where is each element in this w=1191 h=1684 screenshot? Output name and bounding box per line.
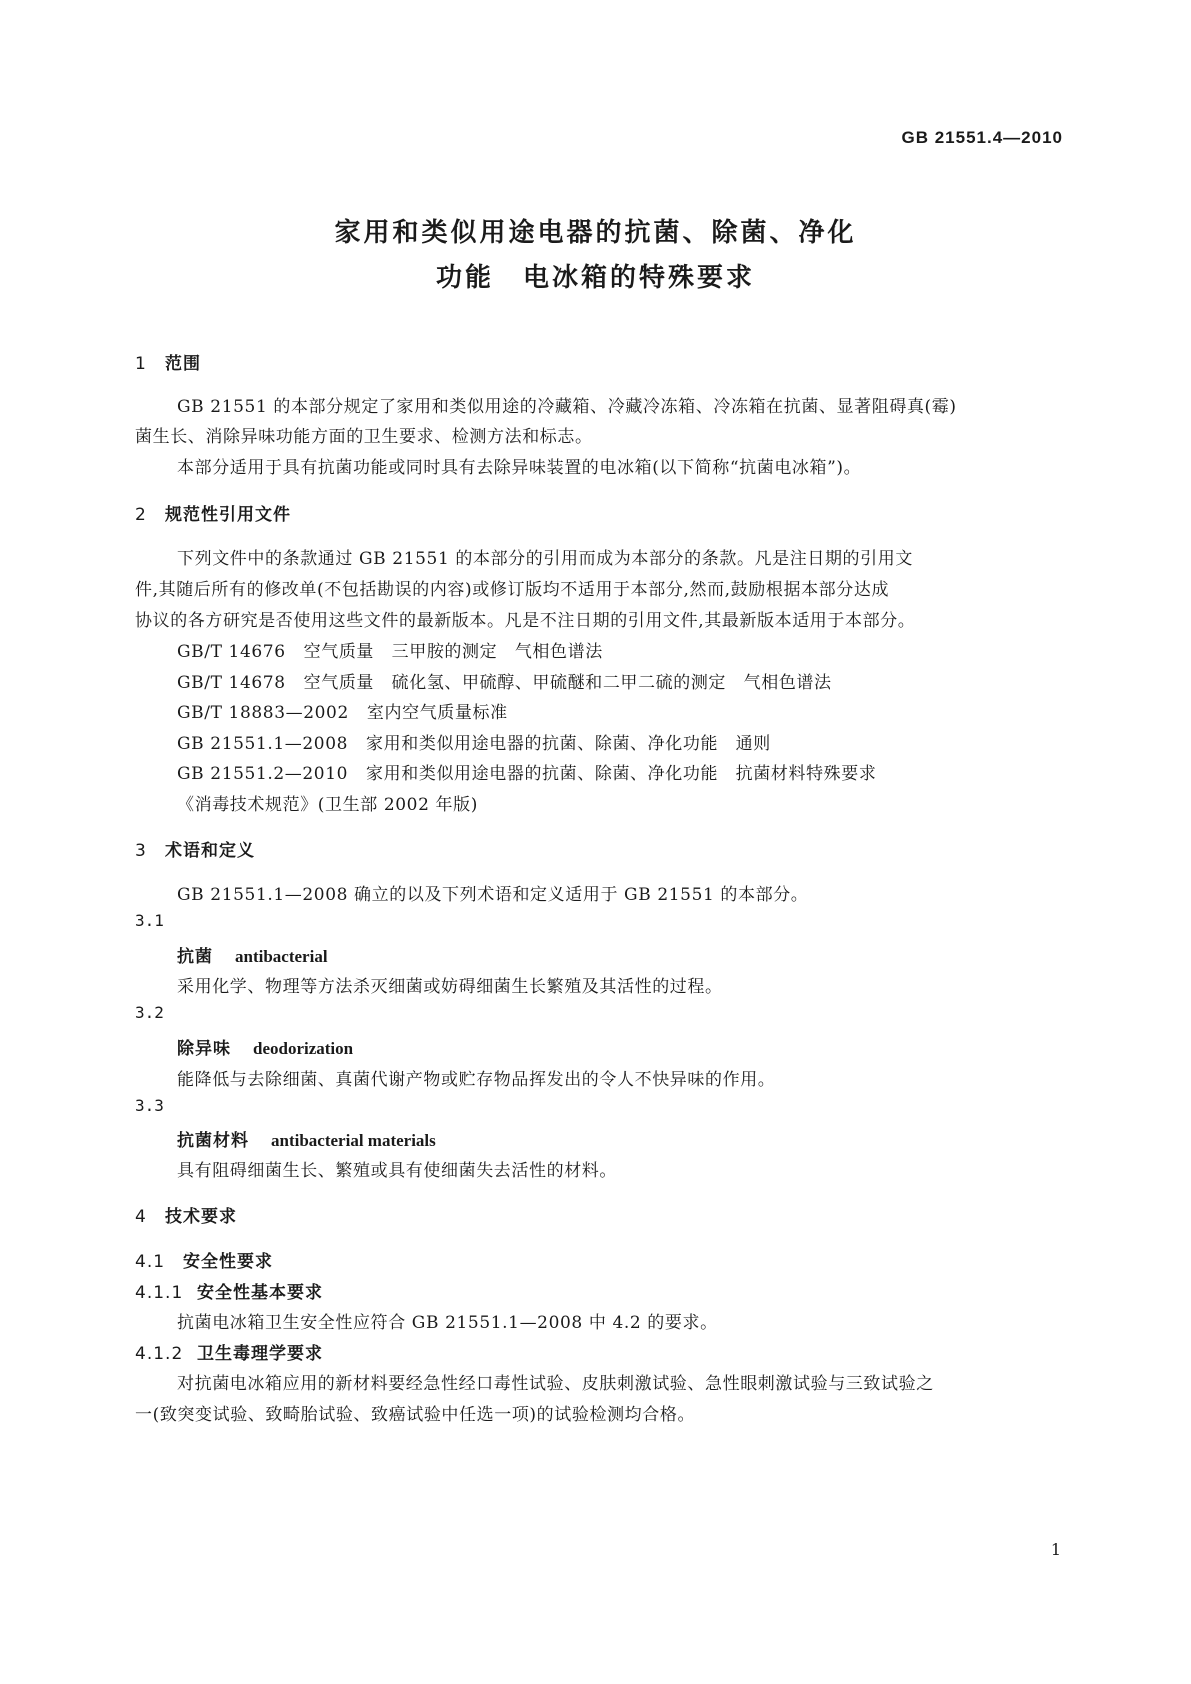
section-3-intro: GB 21551.1—2008 确立的以及下列术语和定义适用于 GB 21551 的本部分。 bbox=[177, 885, 809, 905]
term-definition: 具有阻碍细菌生长、繁殖或具有使细菌失去活性的材料。 bbox=[177, 1161, 617, 1181]
reference-item: GB/T 14676 空气质量 三甲胺的测定 气相色谱法 bbox=[177, 642, 603, 662]
reference-item: GB 21551.1—2008 家用和类似用途电器的抗菌、除菌、净化功能 通则 bbox=[177, 734, 771, 754]
section-1-para-2: 本部分适用于具有抗菌功能或同时具有去除异味装置的电冰箱(以下简称“抗菌电冰箱”)。 bbox=[177, 458, 862, 478]
section-1-heading: 1 范围 bbox=[135, 354, 201, 374]
document-title-line-2: 功能 电冰箱的特殊要求 bbox=[435, 263, 755, 293]
section-4-1-1-text: 抗菌电冰箱卫生安全性应符合 GB 21551.1—2008 中 4.2 的要求。 bbox=[177, 1313, 718, 1333]
section-4-1-2-text-line-1: 对抗菌电冰箱应用的新材料要经急性经口毒性试验、皮肤刺激试验、急性眼刺激试验与三致试验之 bbox=[177, 1374, 934, 1394]
section-4-1-2-text-line-2: 一(致突变试验、致畸胎试验、致癌试验中任选一项)的试验检测均合格。 bbox=[135, 1405, 696, 1425]
term-number: 3.1 bbox=[135, 911, 164, 930]
reference-item: GB 21551.2—2010 家用和类似用途电器的抗菌、除菌、净化功能 抗菌材料特殊要求 bbox=[177, 764, 877, 784]
term-definition: 采用化学、物理等方法杀灭细菌或妨碍细菌生长繁殖及其活性的过程。 bbox=[177, 977, 723, 997]
section-2-para-line-3: 协议的各方研究是否使用这些文件的最新版本。凡是不注日期的引用文件,其最新版本适用于本部分。 bbox=[135, 611, 916, 631]
standard-number: GB 21551.4—2010 bbox=[901, 128, 1063, 147]
reference-item: 《消毒技术规范》(卫生部 2002 年版) bbox=[177, 795, 478, 815]
section-2-para-line-2: 件,其随后所有的修改单(不包括勘误的内容)或修订版均不适用于本部分,然而,鼓励根据本部分达成 bbox=[135, 580, 890, 600]
term-number: 3.2 bbox=[135, 1003, 164, 1022]
reference-item: GB/T 14678 空气质量 硫化氢、甲硫醇、甲硫醚和二甲二硫的测定 气相色谱法 bbox=[177, 673, 832, 693]
term-definition: 能降低与去除细菌、真菌代谢产物或贮存物品挥发出的令人不快异味的作用。 bbox=[177, 1070, 776, 1090]
section-3-heading: 3 术语和定义 bbox=[135, 841, 255, 861]
section-1-para-1-line-1: GB 21551 的本部分规定了家用和类似用途的冷藏箱、冷藏冷冻箱、冷冻箱在抗菌、显著阻碍真(霉) bbox=[177, 397, 957, 417]
section-4-1-1-heading: 4.1.1 安全性基本要求 bbox=[135, 1283, 323, 1303]
section-4-1-2-heading: 4.1.2 卫生毒理学要求 bbox=[135, 1344, 323, 1364]
section-2-para-line-1: 下列文件中的条款通过 GB 21551 的本部分的引用而成为本部分的条款。凡是注日期的引用文 bbox=[177, 549, 913, 569]
document-title-line-1: 家用和类似用途电器的抗菌、除菌、净化 bbox=[334, 218, 857, 248]
term-heading: 抗菌材料 antibacterial materials bbox=[177, 1131, 436, 1151]
reference-item: GB/T 18883—2002 室内空气质量标准 bbox=[177, 703, 508, 723]
page-number: 1 bbox=[1050, 1540, 1061, 1559]
term-heading: 抗菌 antibacterial bbox=[177, 947, 328, 967]
term-heading: 除异味 deodorization bbox=[177, 1039, 354, 1059]
term-number: 3.3 bbox=[135, 1096, 164, 1115]
section-2-heading: 2 规范性引用文件 bbox=[135, 505, 291, 525]
section-4-heading: 4 技术要求 bbox=[135, 1207, 237, 1227]
section-1-para-1-line-2: 菌生长、消除异味功能方面的卫生要求、检测方法和标志。 bbox=[135, 427, 593, 447]
section-4-1-heading: 4.1 安全性要求 bbox=[135, 1252, 273, 1272]
